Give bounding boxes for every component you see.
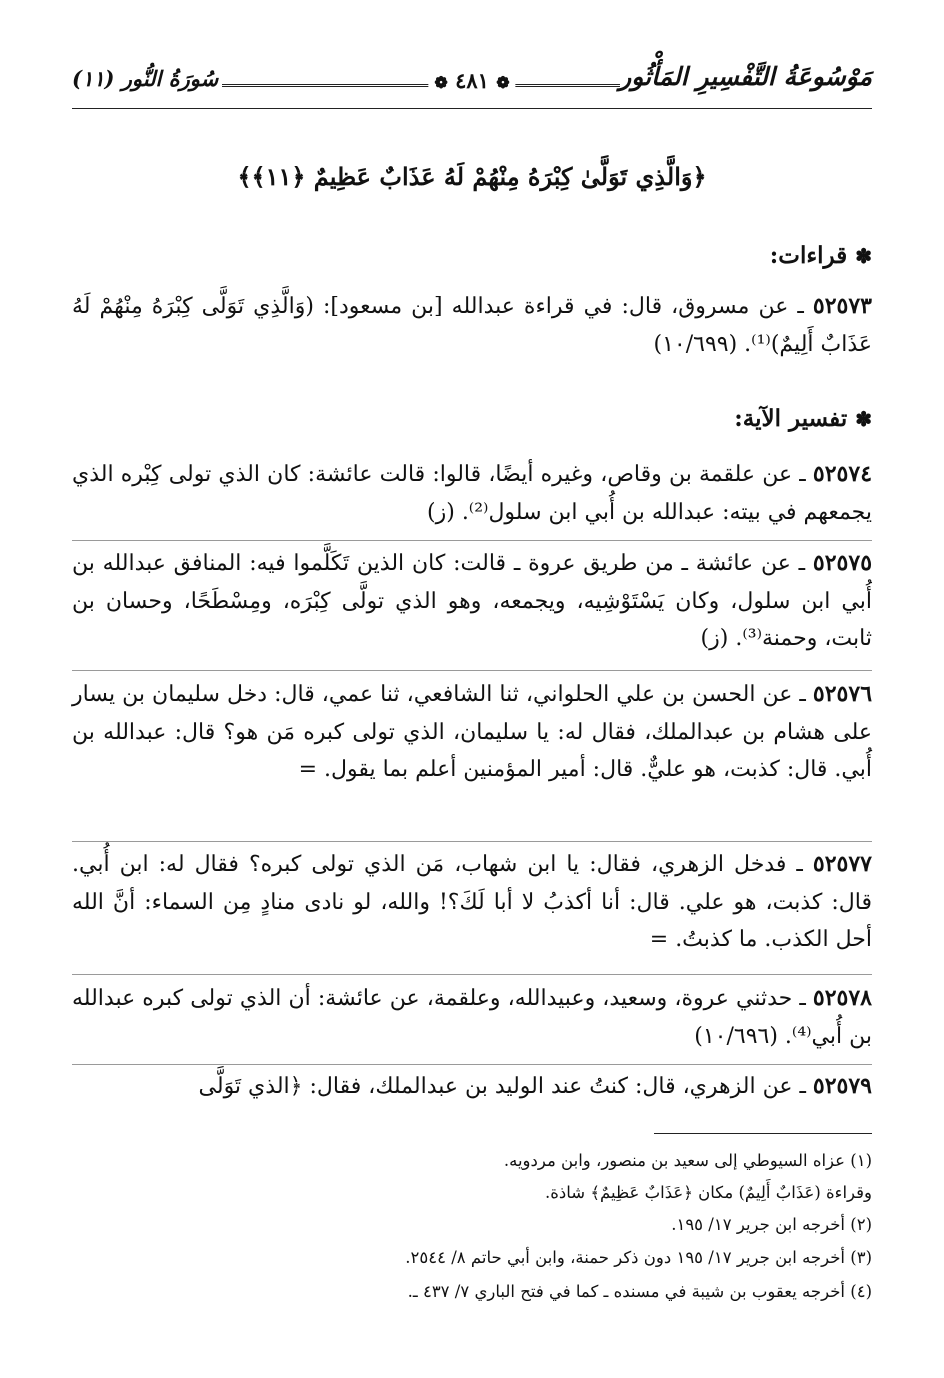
entry-52578	[72, 980, 872, 1055]
entry-number: ٥٢٥٧٣	[812, 293, 872, 319]
entry-separator	[72, 841, 872, 842]
ornament-icon: ❁	[496, 73, 510, 92]
page-number: ٤٨١	[455, 68, 489, 93]
entry-52577	[72, 846, 872, 959]
entry-text: ـ عن عائشة ـ من طريق عروة ـ قالت: كان الذين تَكَلَّموا فيه: المنافق عبدالله بن أُبي ابن سلول، وكان يَسْتَوْشِيه، ويجمعه، وهو الذي تولَّى كِبْرَه، ومِسْطَحًا، وحسان بن ثابت، وحمنة⁽³⁾. (ز)	[72, 551, 872, 651]
entry-52574	[72, 456, 872, 531]
book-title: مَوْسُوعَةُ التَّفْسِيرِ المَأْثُور	[619, 62, 872, 91]
entry-number: ٥٢٥٧٨	[812, 985, 872, 1011]
entry-number: ٥٢٥٧٧	[812, 851, 872, 877]
surah-label: سُورَةُ النُّور (١١)	[72, 66, 219, 91]
entry-text: ـ حدثني عروة، وسعيد، وعبيدالله، وعلقمة، عن عائشة: أن الذي تولى كبره عبدالله بن أُبي⁽⁴⁾. (١٠/٦٩٦)	[72, 986, 872, 1049]
footnote-1-cont: وقراءة (عَذَابٌ أَلِيمٌ) مكان ﴿عَذَابٌ عَظِيمٌ﴾ شاذة.	[545, 1183, 872, 1202]
header-underline	[72, 108, 872, 109]
page-header	[72, 60, 872, 102]
flower-icon: ✽	[855, 407, 872, 431]
entry-separator	[72, 974, 872, 975]
entry-text: ـ عن علقمة بن وقاص، وغيره أيضًا، قالوا: قالت عائشة: كان الذي تولى كِبْره الذي يجمعهم في بيته: عبدالله بن أُبي ابن سلول⁽²⁾. (ز)	[72, 462, 872, 525]
entry-text: ـ عن الحسن بن علي الحلواني، ثنا الشافعي، ثنا عمي، قال: دخل سليمان بن يسار على هشام بن عبدالملك، فقال له: يا سليمان، الذي تولى كبره مَن هو؟ قال: عبدالله بن أُبي. قال: كذبت، هو عليٌّ. قال: أمير المؤمنين أعلم بما يقول. =	[72, 682, 872, 782]
entry-text: ـ عن مسروق، قال: في قراءة عبدالله [بن مسعود]: (وَالَّذِي تَوَلَّى كِبْرَهُ مِنْهُمْ لَهُ عَذَابٌ أَلِيمٌ)⁽¹⁾. (١٠/٦٩٩)	[72, 294, 872, 357]
flower-icon: ✽	[855, 244, 872, 268]
section-title: تفسير الآية:	[734, 405, 848, 432]
section-heading-qiraat	[770, 242, 872, 269]
entry-52576	[72, 676, 872, 789]
entry-separator	[72, 670, 872, 671]
verse-heading: ﴿وَالَّذِي تَوَلَّىٰ كِبْرَهُ مِنْهُمْ لَهُ عَذَابٌ عَظِيمٌ ﴿١١﴾﴾	[237, 162, 707, 191]
entry-separator	[72, 540, 872, 541]
footnote-2: (٢) أخرجه ابن جرير ١٧/ ١٩٥.	[671, 1215, 872, 1234]
section-heading-tafsir	[734, 405, 872, 432]
footnote-rule	[654, 1133, 872, 1134]
entry-text: ـ عن الزهري، قال: كنتُ عند الوليد بن عبدالملك، فقال: ﴿الذي تَوَلَّى	[198, 1074, 806, 1099]
footnote-3: (٣) أخرجه ابن جرير ١٧/ ١٩٥ دون ذكر حمنة، وابن أبي حاتم ٨/ ٢٥٤٤.	[405, 1248, 872, 1267]
entry-52575	[72, 545, 872, 658]
page-number-group	[428, 68, 515, 93]
entry-separator	[72, 1064, 872, 1065]
entry-text: ـ فدخل الزهري، فقال: يا ابن شهاب، مَن الذي تولى كبره؟ فقال له: ابن أُبي. قال: كذبت، هو علي. قال: أنا أكذبُ لا أبا لَكَ؟! والله، لو نادى منادٍ مِن السماء: أنَّ الله أحل الكذب. ما كذبتُ. =	[72, 852, 872, 952]
section-title: قراءات:	[769, 242, 848, 269]
entry-52573	[72, 288, 872, 363]
entry-number: ٥٢٥٧٦	[812, 681, 873, 707]
footnote-4: (٤) أخرجه يعقوب بن شيبة في مسنده ـ كما في فتح الباري ٧/ ٤٣٧ ـ.	[407, 1282, 872, 1301]
ornament-icon: ❁	[434, 73, 448, 92]
entry-number: ٥٢٥٧٩	[812, 1073, 872, 1099]
entry-number: ٥٢٥٧٥	[812, 550, 873, 576]
entry-number: ٥٢٥٧٤	[812, 461, 873, 487]
entry-52579	[72, 1068, 872, 1106]
footnote-1: (١) عزاه السيوطي إلى سعيد بن منصور، وابن مردويه.	[503, 1151, 872, 1170]
